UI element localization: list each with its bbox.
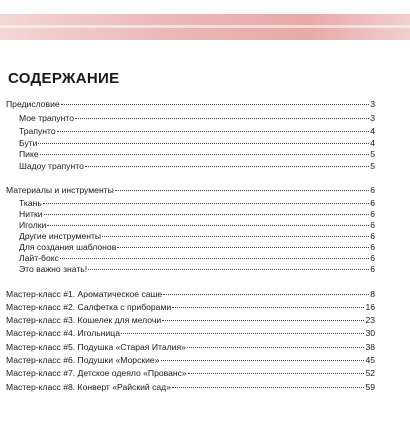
toc-entry-title: Мастер-класс #5. Подушка «Старая Италия» bbox=[6, 342, 186, 352]
toc-item bbox=[19, 126, 375, 136]
toc-masterclass bbox=[6, 355, 375, 365]
toc-entry-title: Мастер-класс #4. Игольница bbox=[6, 328, 121, 338]
page-title: СОДЕРЖАНИЕ bbox=[8, 70, 120, 87]
toc-page-number: 45 bbox=[365, 355, 375, 365]
toc-entry-title: Мастер-класс #7. Детское одеяло «Прованс» bbox=[6, 368, 187, 378]
toc-entry-title: Ткань bbox=[19, 198, 42, 208]
toc-page-number: 6 bbox=[370, 253, 375, 263]
toc-item bbox=[19, 242, 375, 252]
toc-masterclass bbox=[6, 368, 375, 378]
toc-masterclass bbox=[6, 302, 375, 312]
toc-entry-title: Нитки bbox=[19, 209, 43, 219]
dot-leader bbox=[61, 104, 370, 105]
toc-entry-title: Пике bbox=[19, 149, 39, 159]
toc-page-number: 3 bbox=[370, 113, 375, 123]
toc-item bbox=[19, 264, 375, 274]
toc-item bbox=[19, 198, 375, 208]
dot-leader bbox=[162, 320, 364, 321]
toc-entry-title: Мое трапунто bbox=[19, 113, 75, 123]
dot-leader bbox=[44, 214, 370, 215]
toc-entry-title: Мастер-класс #1. Ароматическое саше bbox=[6, 289, 163, 299]
dot-leader bbox=[188, 373, 365, 374]
dot-leader bbox=[43, 203, 369, 204]
toc-page-number: 6 bbox=[370, 231, 375, 241]
toc-item bbox=[19, 253, 375, 263]
dot-leader bbox=[102, 236, 369, 237]
toc-entry-title: Мастер-класс #2. Салфетка с приборами bbox=[6, 302, 172, 312]
dot-leader bbox=[161, 360, 365, 361]
toc-masterclass bbox=[6, 328, 375, 338]
toc-item bbox=[19, 149, 375, 159]
toc-section-preface bbox=[6, 99, 375, 109]
toc-page-number: 8 bbox=[370, 289, 375, 299]
dot-leader bbox=[172, 307, 364, 308]
toc-item bbox=[19, 113, 375, 123]
toc-item bbox=[19, 231, 375, 241]
toc-page-number: 23 bbox=[365, 315, 375, 325]
toc-entry-title: Бути bbox=[19, 138, 38, 148]
dot-leader bbox=[88, 269, 369, 270]
toc-page-number: 52 bbox=[365, 368, 375, 378]
toc-entry-title: Материалы и инструменты bbox=[6, 185, 114, 195]
toc-page-number: 6 bbox=[370, 209, 375, 219]
dot-leader bbox=[115, 190, 369, 191]
toc-page-number: 5 bbox=[370, 149, 375, 159]
toc-entry-title: Шадоу трапунто bbox=[19, 161, 84, 171]
dot-leader bbox=[40, 154, 370, 155]
toc-entry-title: Мастер-класс #3. Кошелек для мелочи bbox=[6, 315, 162, 325]
dot-leader bbox=[47, 225, 369, 226]
toc-page-number: 30 bbox=[365, 328, 375, 338]
toc-entry-title: Для создания шаблонов bbox=[19, 242, 117, 252]
toc-page-number: 16 bbox=[365, 302, 375, 312]
toc-masterclass bbox=[6, 382, 375, 392]
toc-masterclass bbox=[6, 315, 375, 325]
toc-item bbox=[19, 209, 375, 219]
toc-page-number: 6 bbox=[370, 185, 375, 195]
dot-leader bbox=[75, 118, 369, 119]
toc-page-number: 6 bbox=[370, 220, 375, 230]
toc-page-number: 6 bbox=[370, 198, 375, 208]
toc-item bbox=[19, 138, 375, 148]
toc-page-number: 38 bbox=[365, 342, 375, 352]
toc-page-number: 6 bbox=[370, 264, 375, 274]
dot-leader bbox=[38, 143, 369, 144]
toc-entry-title: Другие инструменты bbox=[19, 231, 102, 241]
toc-entry-title: Лайт-бокс bbox=[19, 253, 59, 263]
dot-leader bbox=[172, 387, 364, 388]
toc-entry-title: Это важно знать! bbox=[19, 264, 88, 274]
toc-page-number: 5 bbox=[370, 161, 375, 171]
toc-item bbox=[19, 220, 375, 230]
toc-item bbox=[19, 161, 375, 171]
toc-page-number: 59 bbox=[365, 382, 375, 392]
dot-leader bbox=[121, 333, 364, 334]
dot-leader bbox=[60, 258, 369, 259]
dot-leader bbox=[163, 294, 369, 295]
toc-page-number: 4 bbox=[370, 126, 375, 136]
toc-masterclass bbox=[6, 289, 375, 299]
dot-leader bbox=[117, 247, 369, 248]
toc-page-number: 3 bbox=[370, 99, 375, 109]
dot-leader bbox=[57, 131, 370, 132]
toc-entry-title: Предисловие bbox=[6, 99, 60, 109]
dot-leader bbox=[187, 347, 365, 348]
toc-page-number: 6 bbox=[370, 242, 375, 252]
toc-masterclass bbox=[6, 342, 375, 352]
toc-entry-title: Иголки bbox=[19, 220, 47, 230]
toc-entry-title: Трапунто bbox=[19, 126, 56, 136]
toc-entry-title: Мастер-класс #6. Подушки «Морские» bbox=[6, 355, 160, 365]
toc-page-number: 4 bbox=[370, 138, 375, 148]
toc-section-materials bbox=[6, 185, 375, 195]
toc-entry-title: Мастер-класс #8. Конверт «Райский сад» bbox=[6, 382, 171, 392]
header-decor-band bbox=[0, 14, 410, 40]
dot-leader bbox=[85, 166, 369, 167]
